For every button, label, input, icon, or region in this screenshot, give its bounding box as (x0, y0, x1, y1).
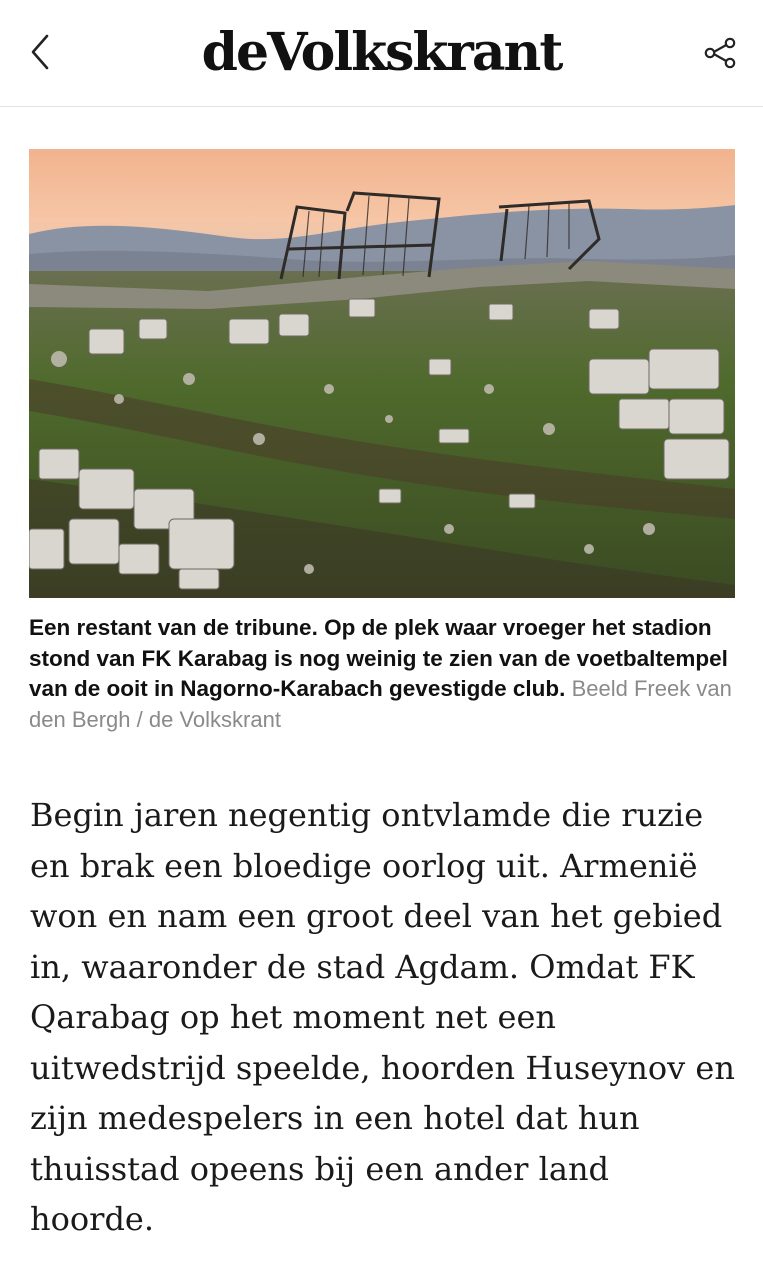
chevron-left-icon (29, 32, 51, 72)
hero-image (29, 149, 735, 598)
article-paragraph: Begin jaren negentig ontvlamde die ruzie en brak een bloedige oorlog uit. Armenië won en nam een groot deel van het gebied in, waaronder de stad Agdam. Omdat FK Qarabag op het moment net een uitwedstrijd speelde, hoorden Huseynov en zijn medespelers in een hotel dat hun thuisstad opeens bij een ander land hoorde. (30, 796, 735, 1238)
share-icon (703, 36, 737, 70)
caption-credit: Beeld Freek van den Bergh / de Volkskrant (29, 676, 732, 732)
caption-text: Een restant van de tribune. Op de plek waar vroeger het stadion stond van FK Karabag is nog weinig te zien van de voetbaltempel van de ooit in Nagorno-Karabach gevestigde club. (29, 615, 728, 701)
brand-logo: deVolkskrant (201, 21, 562, 83)
share-button[interactable] (695, 28, 745, 78)
top-bar (0, 0, 763, 107)
back-button[interactable] (18, 24, 62, 80)
image-caption (29, 613, 739, 735)
